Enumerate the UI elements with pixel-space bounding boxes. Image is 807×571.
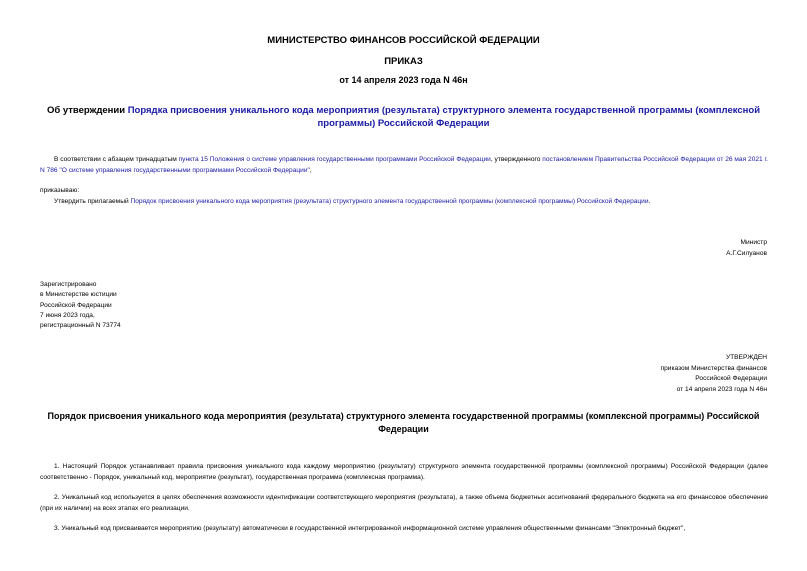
registration-line: в Министерстве юстиции [40,291,117,299]
order-procedure-link[interactable]: Порядок присвоения уникального кода мероприятия (результата) структурного элемента государственной программы (комплексной программы) Российской Федерации [130,198,649,205]
approved-line: Российской Федерации [695,375,767,382]
preamble-link-decree[interactable]: постановлением Правительства Российской Федерации от 26 мая 2021 г. N 786 "О системе управления государственными программами Российской Федерации" [40,156,768,174]
approved-line: УТВЕРЖДЕН [725,354,767,361]
registration-line: 7 июня 2023 года, [40,311,95,319]
registration-line: регистрационный N 73774 [40,322,121,330]
preamble-text-3: , [309,166,312,174]
preamble-text-2: , утвержденного [490,156,543,163]
approved-line: от 14 апреля 2023 года N 46н [676,385,767,393]
procedure-paragraph-1: 1. Настоящий Порядок устанавливает правила присвоения уникального кода каждому мероприятию (результату) структурного элемента государственной программы (комплексной программы) Российской Федерации (далее соответственно - Порядок, уникальный код, мероприятие (результат), государственная программа (комплексная программа). [40,463,768,481]
signature-position: Министр [740,239,767,246]
signature-block [726,238,767,259]
order-title-link[interactable]: Порядка присвоения уникального кода мероприятия (результата) структурного элемента государственной программы (комплексной программы) Российской Федерации [127,105,761,129]
registration-line: Российской Федерации [40,301,112,309]
order-text-1: Утвердить прилагаемый [54,198,131,205]
signature-name: А.Г.Силуанов [726,249,767,257]
order-text-2: . [648,198,651,205]
preamble-link-regulation[interactable]: пункта 15 Положения о системе управления государственными программами Российской Федерации [178,156,491,163]
approved-block [661,353,767,395]
registration-line: Зарегистрировано [40,281,97,288]
procedure-paragraph-3: 3. Уникальный код присваивается мероприятию (результату) автоматически в государственной интегрированной информационной системе управления общественными финансами "Электронный бюджет", [54,525,686,532]
preamble-text-1: В соответствии с абзацем тринадцатым [54,156,179,163]
order-paragraph [54,197,650,208]
approved-line: приказом Министерства финансов [660,364,767,372]
order-title-prefix: Об утверждении [46,105,128,116]
procedure-title: Порядок присвоения уникального кода мероприятия (результата) структурного элемента государственной программы (комплексной программы) Российской Федерации [47,411,760,434]
order-word: приказываю: [40,187,80,194]
doc-date-number: от 14 апреля 2023 года N 46н [339,75,468,85]
registration-block [40,280,121,331]
preamble-paragraph [40,155,768,176]
procedure-paragraph-2: 2. Уникальный код используется в целях обеспечения возможности идентификации соответствующего мероприятия (результата), а также объема бюджетных ассигнований федерального бюджета на его финансовое обеспечение (при их наличии) на всех этапах его реализации. [40,494,768,512]
order-title [40,104,767,130]
ministry-heading: МИНИСТЕРСТВО ФИНАНСОВ РОССИЙСКОЙ ФЕДЕРАЦИИ [267,35,540,46]
doc-type-heading: ПРИКАЗ [384,56,423,67]
